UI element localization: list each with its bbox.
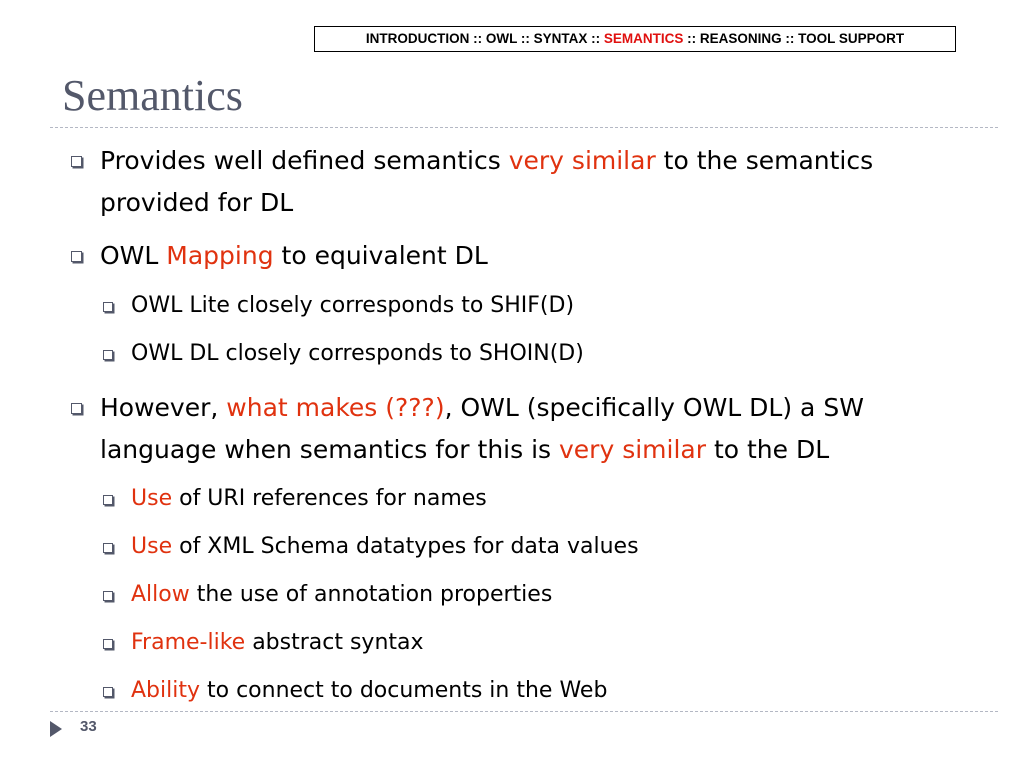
bullet-owl-mapping: OWL Mapping to equivalent DL bbox=[100, 235, 980, 277]
bullet-what-makes-owl-sw: However, what makes (???), OWL (specifically OWL DL) a SW language when semantics for this is very similar to the DL bbox=[100, 387, 980, 471]
square-bullet-icon bbox=[103, 687, 113, 697]
nav-sections-after: :: REASONING :: TOOL SUPPORT bbox=[683, 31, 905, 46]
square-bullet-icon bbox=[103, 350, 113, 360]
subbullet-use-xml-schema: Use of XML Schema datatypes for data values bbox=[131, 530, 991, 564]
nav-sections-before: INTRODUCTION :: OWL :: SYNTAX :: bbox=[365, 31, 604, 46]
subbullet-allow-annotation: Allow the use of annotation properties bbox=[131, 578, 991, 612]
subbullet-owl-dl: OWL DL closely corresponds to SHOIN(D) bbox=[131, 337, 991, 371]
slide-title: Semantics bbox=[62, 71, 243, 120]
nav-section-semantics-active: SEMANTICS bbox=[603, 31, 684, 46]
footer-divider bbox=[50, 711, 998, 712]
subbullet-owl-lite: OWL Lite closely corresponds to SHIF(D) bbox=[131, 289, 991, 323]
triangle-arrow-icon bbox=[50, 721, 62, 737]
square-bullet-icon bbox=[103, 543, 113, 553]
square-bullet-icon bbox=[71, 156, 82, 167]
title-divider bbox=[50, 127, 998, 128]
square-bullet-icon bbox=[71, 403, 82, 414]
square-bullet-icon bbox=[103, 639, 113, 649]
section-navigation bbox=[314, 26, 956, 52]
subbullet-frame-like: Frame-like abstract syntax bbox=[131, 626, 991, 660]
page-number: 33 bbox=[80, 718, 97, 735]
square-bullet-icon bbox=[103, 591, 113, 601]
subbullet-ability-connect: Ability to connect to documents in the Web bbox=[131, 674, 991, 708]
square-bullet-icon bbox=[103, 495, 113, 505]
subbullet-use-uri: Use of URI references for names bbox=[131, 482, 991, 516]
square-bullet-icon bbox=[103, 302, 113, 312]
square-bullet-icon bbox=[71, 251, 82, 262]
bullet-well-defined-semantics: Provides well defined semantics very similar to the semantics provided for DL bbox=[100, 140, 980, 224]
